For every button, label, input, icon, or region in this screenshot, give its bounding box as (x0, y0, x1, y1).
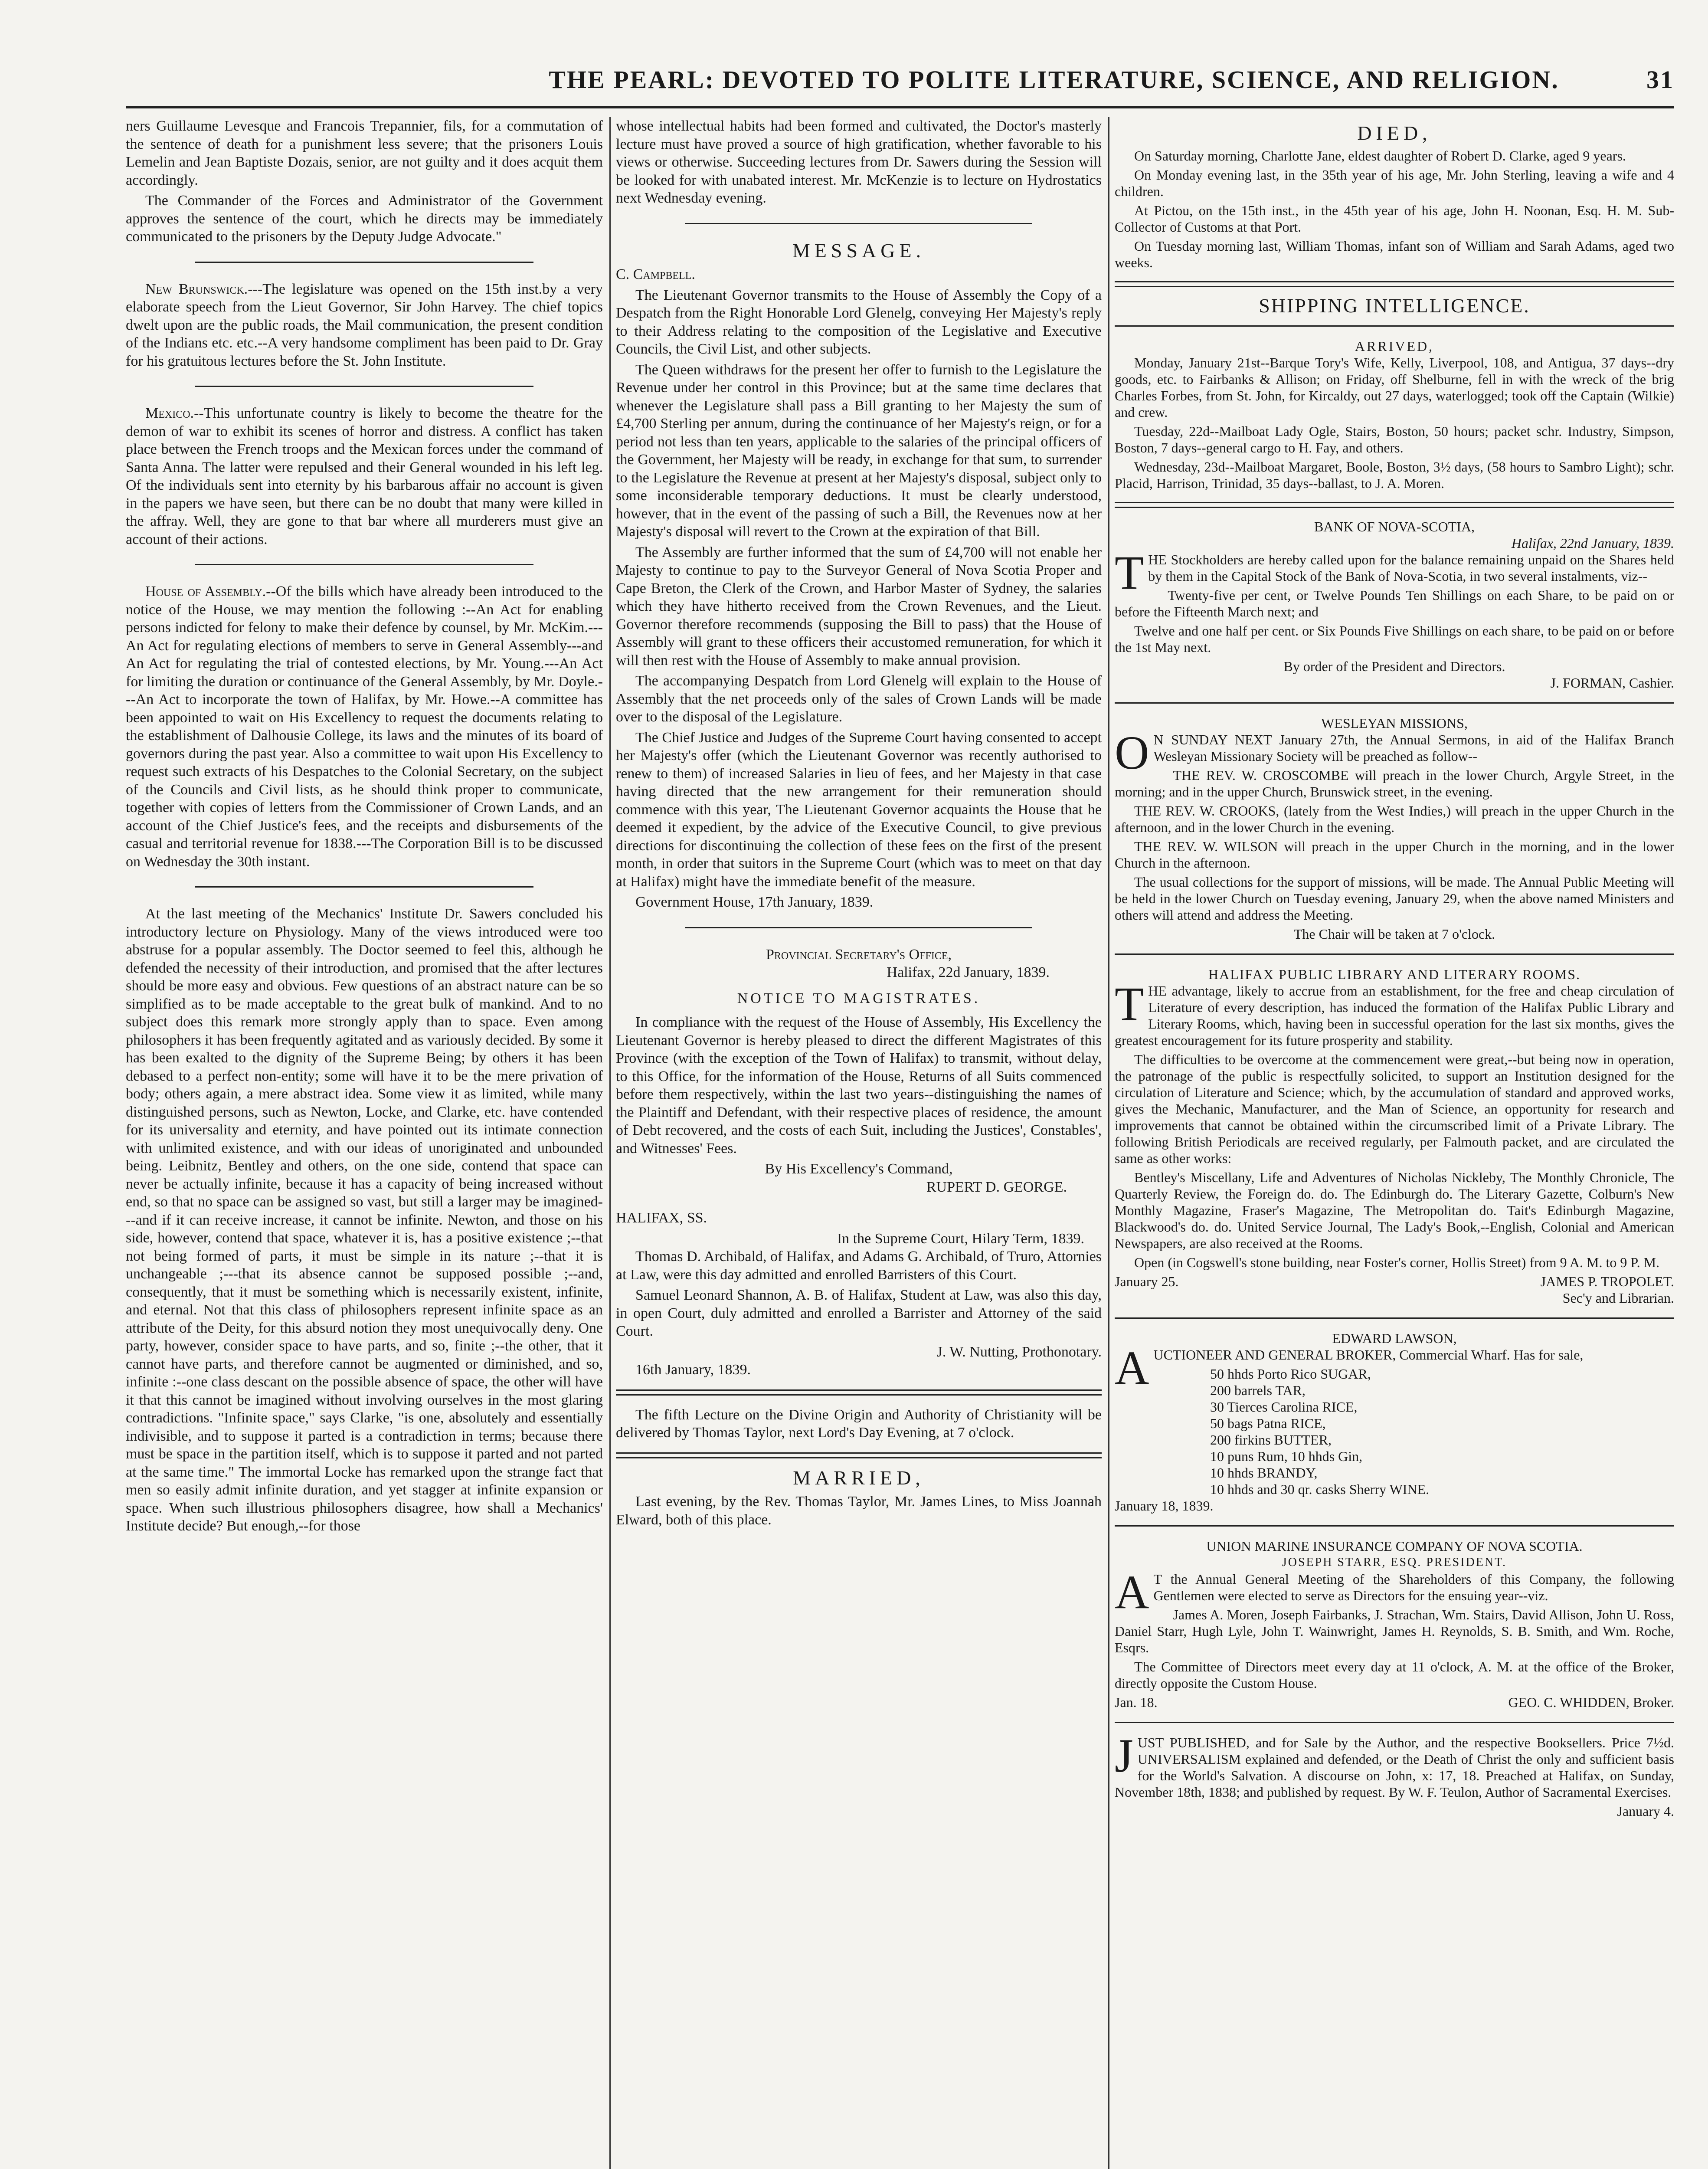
news-text: --This unfortunate country is likely to become the theatre for the demon of war to exhibit its scenes of horror and distress. A conflict has taken place between the French troops and the Mexican forces under the command of Santa Anna. The latter were repulsed and their General wounded in his left leg. Of the individuals sent into eternity by his barbarous affair no account is given in the papers we have seen, but there can be no doubt that many were killed in the affray. Well, they are gone to that bar where all murderers must give an account of their actions. (126, 405, 603, 547)
shipping-entry: Tuesday, 22d--Mailboat Lady Ogle, Stairs, Boston, 50 hours; packet schr. Industry, Simpson, Boston, 7 days--general cargo to H. Fay, and others. (1115, 423, 1674, 455)
wesleyan-entry: THE REV. W. CROSCOMBE will preach in the lower Church, Argyle Street, in the morning; and in the upper Church, Brunswick street, in the evening. (1115, 767, 1674, 799)
page-number: 31 (1646, 66, 1674, 94)
section-rule (685, 927, 1032, 928)
section-rule (195, 386, 533, 387)
died-heading: DIED, (1357, 122, 1432, 144)
library-paragraph: The difficulties to be overcome at the commencement were great,--but being now in operation, the patronage of the public is respectfully solicited, to support an Institution designed for the circulation of Literature and Science; which, by the accumulation of standard and approved works, gives the Mechanic, Manufacturer, and the Man of Science, an opportunity for research and improvements that cannot be obtained within the circumscribed limit of a Private Library. The following British Periodicals are received regularly, per Falmouth packet, and are circulated the same as other works: (1115, 1052, 1674, 1166)
obituary: At Pictou, on the 15th inst., in the 45th year of his age, John H. Noonan, Esq. H. M. Sub-Collector of Customs at that Port. (1115, 203, 1674, 235)
library-heading: HALIFAX PUBLIC LIBRARY AND LITERARY ROOMS. (1208, 967, 1580, 982)
running-head (434, 65, 1674, 104)
column-3 (1115, 117, 1674, 2169)
paragraph: ners Guillaume Levesque and Francois Trepannier, fils, for a commutation of the sentence of death for a punishment less severe; that the prisoners Louis Lemelin and Jean Baptiste Dozais, senior, are not guilty and it does acquit them accordingly. (126, 118, 603, 188)
dateline: Government House, 17th January, 1839. (635, 894, 874, 910)
rule (1115, 953, 1674, 955)
notice-signature: RUPERT D. GEORGE. (926, 1179, 1067, 1195)
union-president: JOSEPH STARR, ESQ. PRESIDENT. (1282, 1556, 1507, 1569)
rule (1115, 702, 1674, 704)
drop-cap: A (1115, 1566, 1149, 1619)
office-date: Halifax, 22d January, 1839. (887, 964, 1050, 980)
union-heading: UNION MARINE INSURANCE COMPANY OF NOVA SCOTIA. (1206, 1538, 1583, 1554)
goods-item: 50 hhds Porto Rico SUGAR, (1210, 1366, 1371, 1382)
lawson-heading: EDWARD LAWSON, (1332, 1330, 1457, 1346)
court-signature: J. W. Nutting, Prothonotary. (936, 1343, 1102, 1360)
paragraph: The Queen withdraws for the present her offer to furnish to the Legislature the Revenue under her control in this Province; but at the same time declares that whenever the Legislature shall pass a Bill granting to her Majesty the sum of £4,700 Sterling per annum, during the continuance of her Majesty's reign, or for a period not less than ten years, applicable to the salaries of the principal officers of the Government, her Majesty will be ready, in exchange for that sum, to surrender to the Legislature the Revenue at present at her Majesty's disposal, subject only to some inconsiderable temporary deductions. It must be clearly understood, however, that in the event of the passing of such a Bill, the Revenues now at her Majesty's disposal will revert to the Crown at the expiration of that Bill. (616, 361, 1102, 540)
paragraph: Thomas D. Archibald, of Halifax, and Adams G. Archibald, of Truro, Attornies at Law, were this day admitted and enrolled Barristers of this Court. (616, 1248, 1102, 1283)
paragraph: The accompanying Despatch from Lord Glenelg will explain to the House of Assembly that the net proceeds only of the sales of Crown Lands will be made over to the disposal of the Legislature. (616, 673, 1102, 725)
library-date: January 25. (1115, 1274, 1179, 1289)
wesleyan-notice (1115, 726, 1674, 779)
section-rule (195, 262, 533, 263)
bank-order: By order of the President and Directors. (1283, 659, 1505, 674)
section-rule (195, 886, 533, 888)
wesleyan-chair: The Chair will be taken at 7 o'clock. (1293, 926, 1495, 942)
news-label: New Brunswick. (145, 281, 248, 297)
lecture-notice: The fifth Lecture on the Divine Origin and Authority of Christianity will be delivered by Thomas Taylor, next Lord's Day Evening, at 7 o'clock. (616, 1406, 1102, 1441)
library-signer-title: Sec'y and Librarian. (1562, 1290, 1674, 1306)
paragraph: Samuel Leonard Shannon, A. B. of Halifax, Student at Law, was also this day, in open Court, duly admitted and enrolled a Barrister and Attorney of the said Court. (616, 1287, 1102, 1339)
wesleyan-text: N SUNDAY NEXT January 27th, the Annual Sermons, in aid of the Halifax Branch Wesleyan Missionary Society will be preached as follow-- (1153, 732, 1674, 764)
wesleyan-entry: THE REV. W. CROOKS, (lately from the West Indies,) will preach in the upper Church in the afternoon, and in the lower Church in the evening. (1115, 803, 1674, 835)
bank-notice (1115, 546, 1674, 599)
court-line: In the Supreme Court, Hilary Term, 1839. (837, 1230, 1084, 1247)
news-item-house-of-assembly (126, 583, 603, 871)
paragraph: The Commander of the Forces and Administrator of the Government approves the sentence of the court, which he directs may be immediately communicated to the prisoners by the Deputy Judge Advocate." (126, 193, 603, 245)
drop-cap: O (1115, 726, 1149, 779)
rule (1115, 1525, 1674, 1527)
library-signature-row (1115, 1273, 1674, 1306)
union-directors: James A. Moren, Joseph Fairbanks, J. Strachan, Wm. Stairs, David Allison, John U. Ross, Daniel Starr, Hugh Lyle, John T. Wainwright, James H. Reynolds, S. B. Smith, and Wm. Roche, Esqrs. (1115, 1607, 1674, 1655)
union-signature: GEO. C. WHIDDEN, Broker. (1508, 1694, 1674, 1710)
bank-instalment: Twelve and one half per cent. or Six Pounds Five Shillings on each share, to be paid on or before the 1st May next. (1115, 623, 1674, 655)
goods-item: 200 firkins BUTTER, (1210, 1432, 1332, 1448)
publication-notice (1115, 1729, 1674, 1800)
paragraph: The Assembly are further informed that the sum of £4,700 will not enable her Majesty to continue to pay to the Surveyor General of Nova Scotia Proper and Cape Breton, the Clerk of the Crown, and Harbor Master of Sydney, the salaries which they have hitherto received from the Crown Revenues, and the Lieut. Governor therefore recommends (supposing the Bill to pass) that the House of Assembly will grant to these officers their accustomed remuneration, for which it will then rest with the House of Assembly to make annual provision. (616, 544, 1102, 668)
news-label: House of Assembly. (145, 583, 266, 600)
bank-signature: J. FORMAN, Cashier. (1550, 675, 1674, 691)
library-signature (1541, 1273, 1674, 1306)
union-text: T the Annual General Meeting of the Shareholders of this Company, the following Gentlemen were elected to serve as Directors for the ensuing year--viz. (1153, 1571, 1674, 1603)
rule (1115, 1722, 1674, 1723)
paragraph: whose intellectual habits had been formed and cultivated, the Doctor's masterly lecture must have proved a source of high gratification, whether favorable to his views or otherwise. Succeeding lectures from Dr. Sawers during the Session will be looked for with unabated interest. Mr. McKenzie is to lecture on Hydrostatics next Wednesday evening. (616, 118, 1102, 206)
double-rule (1115, 502, 1674, 508)
goods-item: 50 bags Patna RICE, (1210, 1415, 1326, 1431)
rule (1115, 1317, 1674, 1319)
court-date: 16th January, 1839. (635, 1362, 751, 1378)
publication-date: January 4. (1617, 1803, 1674, 1819)
goods-item: 30 Tierces Carolina RICE, (1210, 1399, 1358, 1415)
goods-item: 10 puns Rum, 10 hhds Gin, (1210, 1448, 1363, 1464)
drop-cap: T (1115, 977, 1144, 1030)
library-text: HE advantage, likely to accrue from an establishment, for the free and cheap circulation of Literature of every description, has induced the formation of the Halifax Public Library and Literary Rooms, which, having been in successful operation for the last six months, gives the greatest encouragement for its future prosperity and stability. (1115, 983, 1674, 1048)
bank-heading: BANK OF NOVA-SCOTIA, (1314, 519, 1475, 534)
bank-text: HE Stockholders are hereby called upon for the balance remaining unpaid on the Shares held by them in the Capital Stock of the Bank of Nova-Scotia, in two several instalments, viz-- (1148, 552, 1674, 584)
library-notice (1115, 977, 1674, 1048)
bank-instalment: Twenty-five per cent, or Twelve Pounds Ten Shillings on each Share, to be paid on or before the Fifteenth March next; and (1115, 587, 1674, 619)
news-item-mechanics-institute: At the last meeting of the Mechanics' Institute Dr. Sawers concluded his introductory lecture on Physiology. Many of the views introduced were too abstruse for a popular assembly. The Doctor seemed to feel this, although he defended the necessity of their introduction, and promised that the after lectures should be more easy and obvious. Few questions of an abstract nature can be so simplified as to be made acceptable to the great bulk of mankind. And to no subject does this remark more strongly apply than to space. Even among philosophers it has been frequently agitated and as variously decided. By some it has been exalted to the dignity of the Supreme Being; by others it has been debased to a perfect non-entity; some will have it to be the mere privation of body; others again, a mere abstract idea. Some view it as limited, while many distinguished persons, such as Newton, Locke, and Clarke, etc. have contended for its universality and eternity, and have pointed out its intimate connection with unlimited existence, and with our ideas of unoriginated and unbounded being. Leibnitz, Bentley and others, on the one side, contend that space can never be actually infinite, because it has a capacity of being increased without end, so that no space can be assigned so vast, but still a larger may be imagined---and if it can receive increase, it cannot be infinite. Newton, and those on his side, however, contend that space, whatever it is, has a positive existence ;--that not being formed of parts, it must be simple in its nature ;--that it is unchangeable ;---that its absence cannot be supposed possible ;--and, consequently, that it must be something which is necessarily existent, infinite, and eternal. Not that this class of philosophers represent infinite space as an attribute of the Deity, for this absurd notion they most unequivocally deny. One party, however, consider space to have parts, and so, finite ;--the other, that it cannot have parts, and therefore cannot be augmented or diminished, and so, infinite :--one class descant on the possible absence of space, the other will have it that this cannot be imagined without involving ourselves in the most glaring contradictions. "Infinite space," says Clarke, "is one, absolutely and essentially indivisible, and to suppose it parted is a contradiction in terms; because there must be space in the partition itself, which is to suppose it parted and not parted at the same time." The immortal Locke has remarked upon the strange fact that men so easily admit infinite duration, and yet stagger at infinite expansion or space. When such illustrious philosophers disagree, how shall a Mechanics' Institute decide? But enough,--for those (126, 906, 603, 1534)
lawson-goods-list (1115, 1366, 1674, 1497)
column-1 (126, 117, 603, 2169)
married-heading: MARRIED, (793, 1466, 925, 1489)
news-text: ---The legislature was opened on the 15th inst.by a very elaborate speech from the Lieut Governor, Sir John Harvey. The chief topics dwelt upon are the public roads, the Mail communication, the present condition of the Indians etc. etc.--A very handsome compliment has been paid to Dr. Gray for his gratuitous lectures before the St. John Institute. (126, 281, 603, 369)
library-hours: Open (in Cogswell's stone building, near Foster's corner, Hollis Street) from 9 A. M. to 9 P. M. (1134, 1255, 1660, 1270)
paragraph: The Chief Justice and Judges of the Supreme Court having consented to accept her Majesty's offer (which the Lieutenant Governor was recently authorised to renew to them) of increased Salaries in lieu of fees, and her Majesty in that case having directed that the new arrangement for their remuneration should commence with this year, The Lieutenant Governor acquaints the House that he deemed it expedient, by the advice of the Executive Council, to give previous directions for discontinuing the collection of these fees on the first of the present month, in order that suitors in the Supreme Court (which was to meet on that day at Halifax) might have the immediate benefit of the measure. (616, 729, 1102, 890)
goods-item: 200 barrels TAR, (1210, 1383, 1306, 1398)
goods-item: 10 hhds and 30 qr. casks Sherry WINE. (1210, 1481, 1430, 1497)
wesleyan-heading: WESLEYAN MISSIONS, (1321, 715, 1468, 731)
running-title: THE PEARL: DEVOTED TO POLITE LITERATURE, SCIENCE, AND RELIGION. (549, 66, 1559, 94)
column-rule (1108, 117, 1109, 2169)
library-paragraph: Bentley's Miscellany, Life and Adventures of Nicholas Nickleby, The Monthly Chronicle, The Quarterly Review, the Foreign do. do. The Edinburgh do. The Literary Gazette, Colburn's New Monthly Magazine, Fraser's Magazine, The Metropolitan do. Tait's Edinburgh Magazine, Blackwood's do. do. United Service Journal, The Lady's Book,--English, Colonial and American Newspapers, are also received at the Rooms. (1115, 1170, 1674, 1251)
paragraph: The Lieutenant Governor transmits to the House of Assembly the Copy of a Despatch from the Right Honorable Lord Glenelg, conveying Her Majesty's reply to their Address relating to the composition of the Legislative and Executive Councils, the Civil List, and other subjects. (616, 287, 1102, 357)
column-rule (609, 117, 611, 2169)
notice-heading: NOTICE TO MAGISTRATES. (737, 990, 981, 1006)
news-item-mexico (126, 404, 603, 548)
double-rule (1115, 281, 1674, 287)
obituary: On Saturday morning, Charlotte Jane, eldest daughter of Robert D. Clarke, aged 9 years. (1134, 148, 1626, 164)
obituary: On Monday evening last, in the 35th year of his age, Mr. John Sterling, leaving a wife and 4 children. (1115, 167, 1674, 199)
section-rule (195, 564, 533, 565)
paragraph: In compliance with the request of the House of Assembly, His Excellency the Lieutenant Governor is hereby pleased to direct the different Magistrates of this Province (with the exception of the Town of Halifax) to transmit, without delay, to this Office, for the information of the House, Returns of all Suits commenced before them respectively, within the last two years--distinguishing the names of the Plaintiff and Defendant, with their respective places of residence, the amount of Debt recovered, and the costs of each Suit, including the Justices', Constables', and Witnesses' Fees. (616, 1014, 1102, 1157)
bank-date: Halifax, 22nd January, 1839. (1511, 535, 1674, 551)
column-2 (616, 117, 1102, 2169)
union-notice (1115, 1566, 1674, 1619)
goods-item: 10 hhds BRANDY, (1210, 1465, 1318, 1481)
header-rule (126, 106, 1674, 108)
library-signer: JAMES P. TROPOLET. (1540, 1274, 1674, 1289)
publication-text: UST PUBLISHED, and for Sale by the Author, and the respective Booksellers. Price 7½d. UNIVERSALISM explained and defended, or the Death of Christ the only and sufficient basis for the World's Salvation. A discourse on John, x: 17, 18. Preached at Halifax, on Sunday, November 18th, 1838; and published by request. By W. F. Teulon, Author of Sacramental Exercises. (1115, 1735, 1674, 1800)
union-date: Jan. 18. (1115, 1694, 1158, 1710)
union-meeting: The Committee of Directors meet every day at 11 o'clock, A. M. at the office of the Broker, directly opposite the Custom House. (1115, 1659, 1674, 1691)
news-item-new-brunswick (126, 280, 603, 370)
message-heading: MESSAGE. (792, 239, 926, 262)
shipping-heading: SHIPPING INTELLIGENCE. (1259, 295, 1530, 317)
shipping-entry: Wednesday, 23d--Mailboat Margaret, Boole, Boston, 3½ days, (58 hours to Sambro Light); schr. Placid, Harrison, Trinidad, 35 days--ballast, to J. A. Moren. (1115, 459, 1674, 491)
drop-cap: J (1115, 1729, 1133, 1782)
lawson-date: January 18, 1839. (1115, 1498, 1214, 1514)
arrived-label: ARRIVED, (1355, 338, 1434, 354)
rule (1115, 325, 1674, 327)
lawson-text: UCTIONEER AND GENERAL BROKER, Commercial Wharf. Has for sale, (1153, 1347, 1584, 1363)
union-signature-row (1115, 1694, 1674, 1710)
drop-cap: T (1115, 546, 1144, 599)
office-name: Provincial Secretary's Office, (766, 946, 952, 963)
news-text: --Of the bills which have already been introduced to the notice of the House, we may mention the following :--An Act for enabling persons indicted for felony to make their defence by counsel, by Mr. McKim.---An Act for regulating elections of members to serve in General Assembly---and An Act for regulating the trial of contested elections, by Mr. Young.---An Act for limiting the duration or continuance of the General Assembly, by Mr. Doyle.---An Act to incorporate the town of Halifax, by Mr. Howe.--A committee has been appointed to wait on His Excellency to request the documents relating to the establishment of Dalhousie College, its laws and the minutes of its board of governors during the past year. Also a committee to wait upon His Excellency to request such extracts of his Despatches to the Colonial Secretary, on the subject of the Councils and Civil lists, as he should think proper to communicate, together with copies of letters from the Commissioner of Crown Lands, and an account of the Chief Justice's fees, and the receipts and disbursements of the casual and territorial revenue for 1838.---The Corporation Bill is to be discussed on Wednesday the 30th instant. (126, 583, 603, 870)
message-signature: C. Campbell. (616, 266, 695, 282)
news-label: Mexico. (145, 405, 194, 421)
command-line: By His Excellency's Command, (765, 1161, 953, 1177)
double-rule (616, 1452, 1102, 1458)
section-rule (685, 223, 1032, 224)
wesleyan-entry: THE REV. W. WILSON will preach in the upper Church in the morning, and in the lower Church in the afternoon. (1115, 839, 1674, 871)
shipping-entry: Monday, January 21st--Barque Tory's Wife, Kelly, Liverpool, 108, and Antigua, 37 days--dry goods, etc. to Fairbanks & Allison; on Friday, off Shelburne, fell in with the wreck of the brig Charles Forbes, from St. John, for Kircaldy, out 27 days, waterlogged; took off the Captain (Wilkie) and crew. (1115, 355, 1674, 420)
married-notice: Last evening, by the Rev. Thomas Taylor, Mr. James Lines, to Miss Joannah Elward, both of this place. (616, 1494, 1102, 1528)
wesleyan-entry: The usual collections for the support of missions, will be made. The Annual Public Meeting will be held in the lower Church on Tuesday evening, January 29, when the above named Ministers and others will attend and address the Meeting. (1115, 874, 1674, 923)
obituary: On Tuesday morning last, William Thomas, infant son of William and Sarah Adams, aged two weeks. (1115, 238, 1674, 270)
drop-cap: A (1115, 1341, 1149, 1394)
double-rule (616, 1389, 1102, 1396)
jurisdiction: HALIFAX, SS. (616, 1210, 707, 1226)
